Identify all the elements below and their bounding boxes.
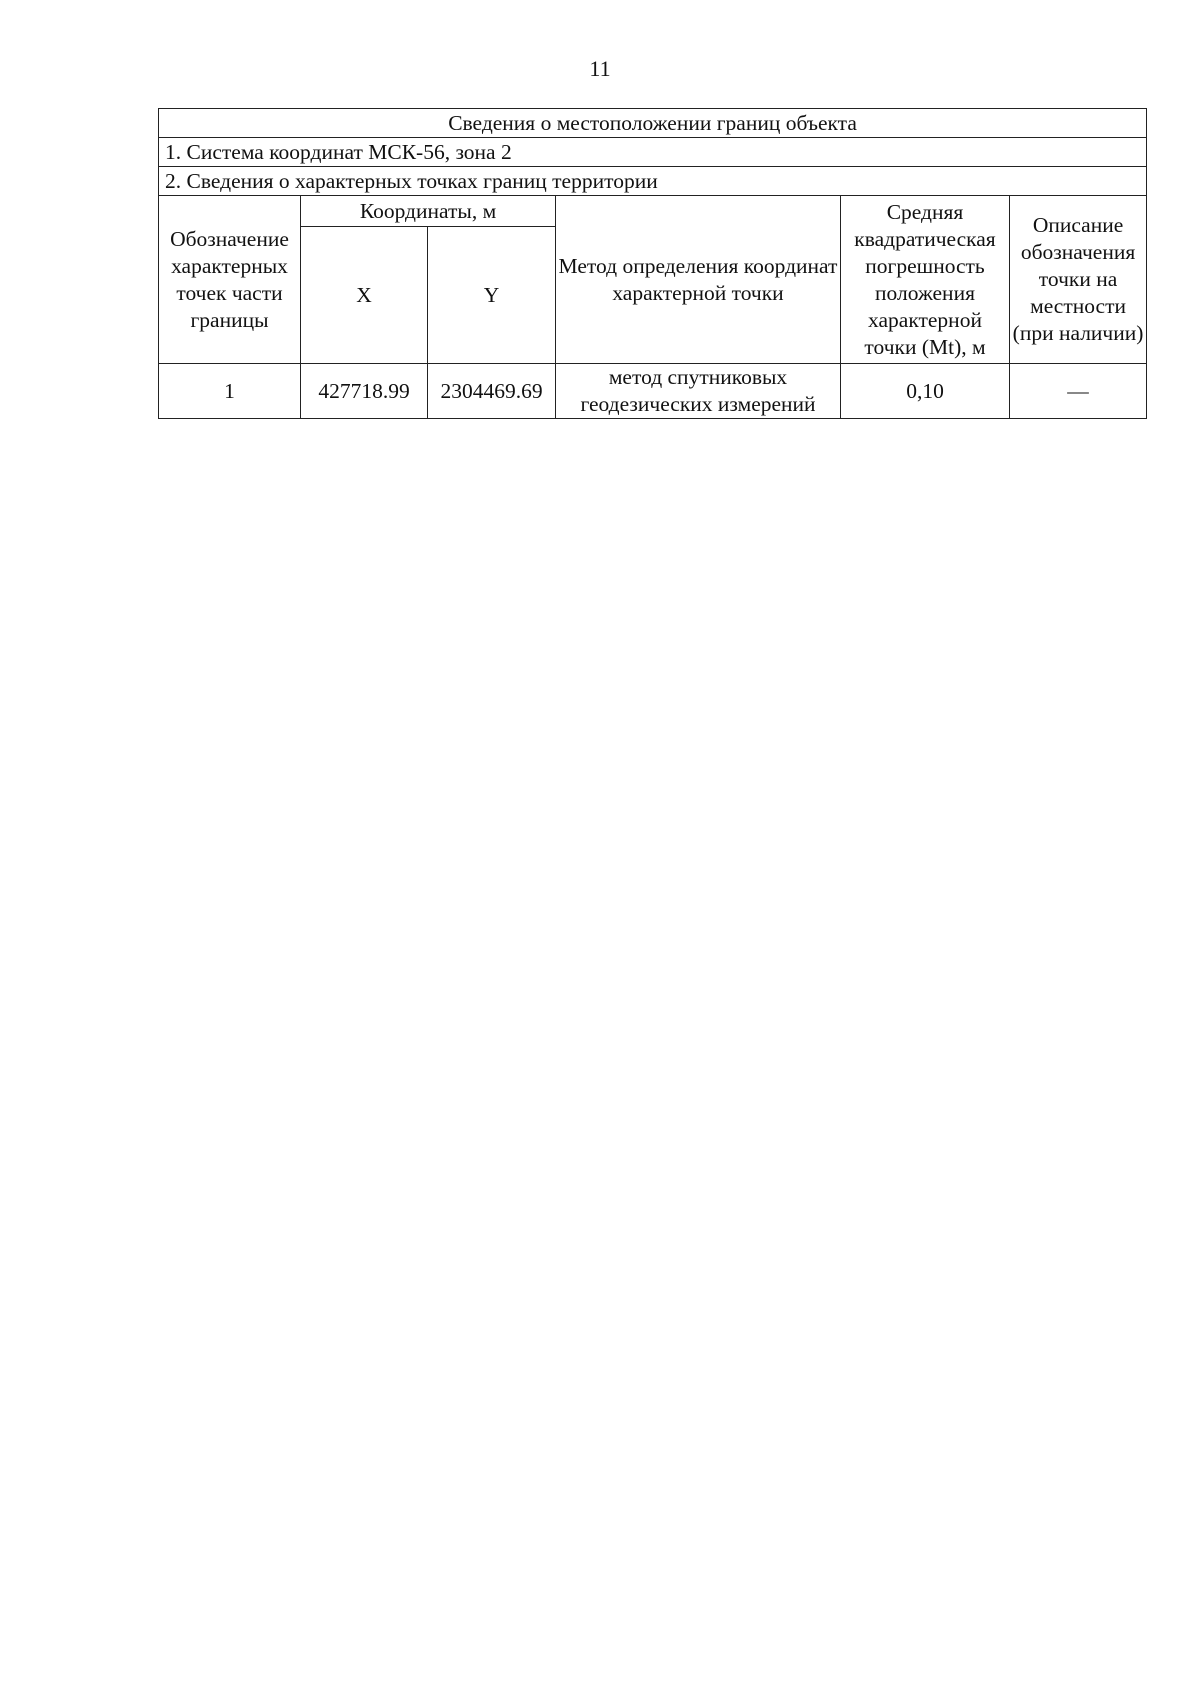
table-row xyxy=(159,364,1147,419)
cell-method: метод спутниковых геодезических измерений xyxy=(556,364,841,419)
table-title: Сведения о местоположении границ объекта xyxy=(159,109,1147,138)
cell-designation: 1 xyxy=(159,364,301,419)
cell-error: 0,10 xyxy=(841,364,1010,419)
points-section-row: 2. Сведения о характерных точках границ территории xyxy=(159,167,1147,196)
header-coordinates: Координаты, м xyxy=(301,196,556,227)
boundary-coordinates-table xyxy=(158,108,1147,419)
coordinate-system-row: 1. Система координат МСК-56, зона 2 xyxy=(159,138,1147,167)
header-x: X xyxy=(301,227,428,364)
header-description: Описание обозначения точки на местности (при наличии) xyxy=(1010,196,1147,364)
header-designation: Обозначение характерных точек части границы xyxy=(159,196,301,364)
cell-x: 427718.99 xyxy=(301,364,428,419)
cell-description: — xyxy=(1010,364,1147,419)
page-number: 11 xyxy=(589,56,611,81)
header-method: Метод определения координат характерной точки xyxy=(556,196,841,364)
header-error: Средняя квадратическая погрешность положения характерной точки (Mt), м xyxy=(841,196,1010,364)
cell-y: 2304469.69 xyxy=(428,364,556,419)
header-y: Y xyxy=(428,227,556,364)
